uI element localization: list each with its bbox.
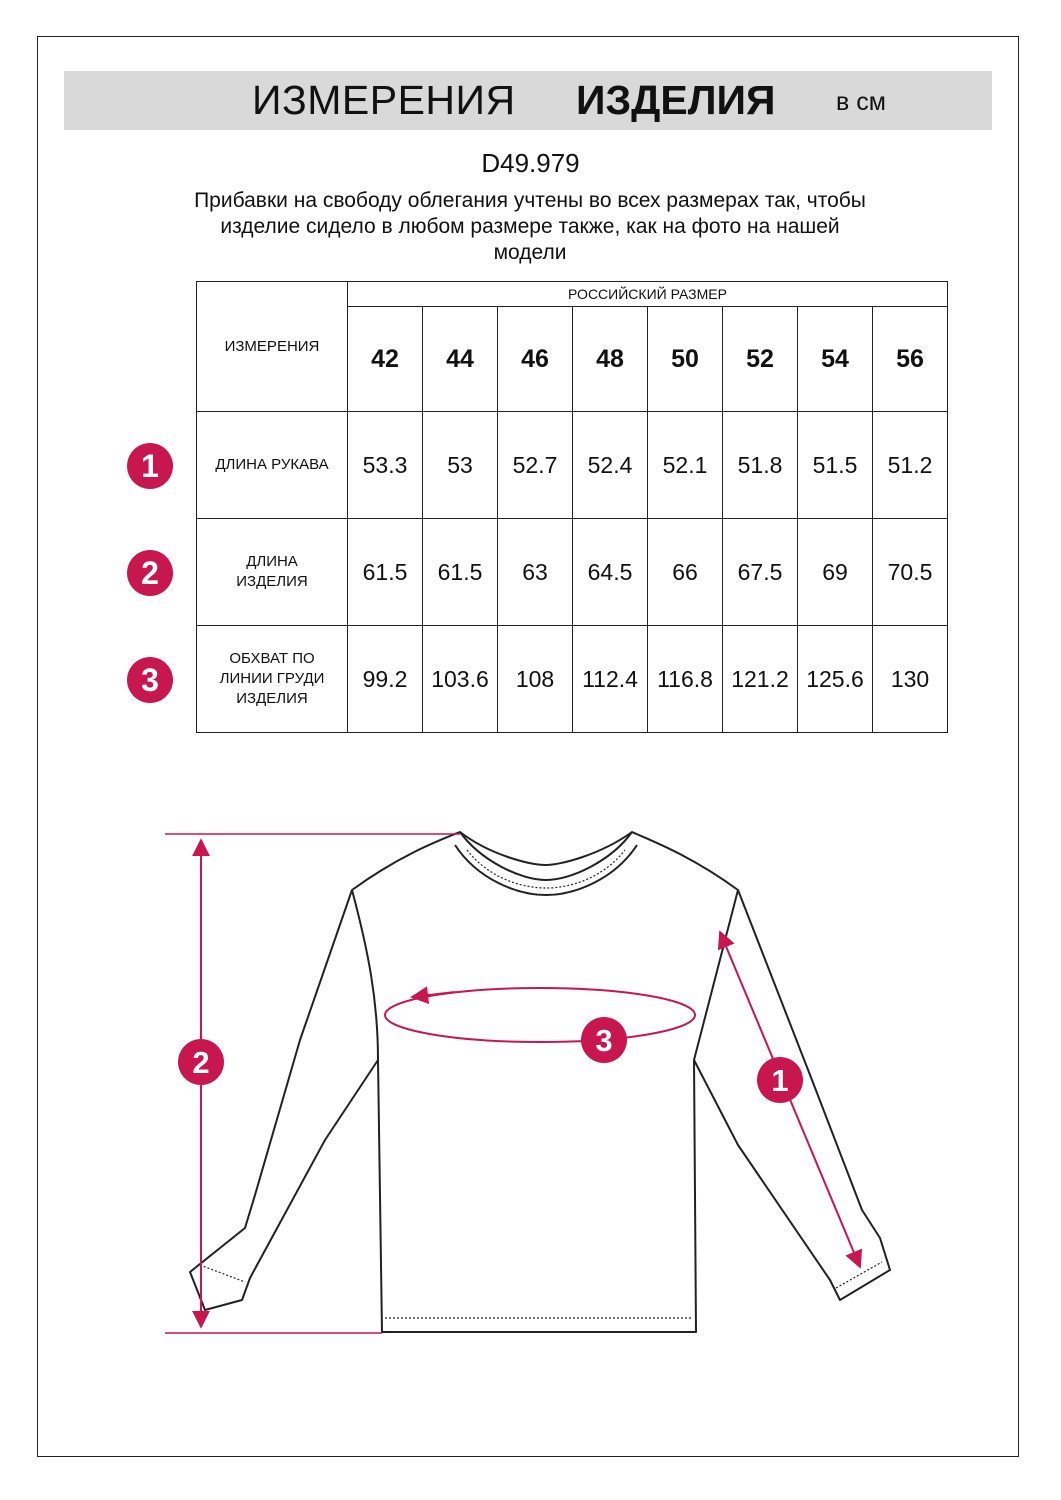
svg-text:3: 3 (595, 1023, 613, 1058)
note-line: Прибавки на свободу облегания учтены во всех размерах так, чтобы (194, 189, 866, 212)
diagram-marker-2 (178, 1039, 224, 1085)
table-cell: 53 (423, 412, 498, 519)
row-number-badge: 1 (127, 443, 173, 489)
size-header: 54 (798, 307, 873, 412)
table-cell: 51.8 (723, 412, 798, 519)
table-cell: 130 (873, 626, 948, 733)
table-cell: 52.7 (498, 412, 573, 519)
table-cell: 103.6 (423, 626, 498, 733)
diagram-marker-1 (757, 1057, 803, 1103)
corner-label: ИЗМЕРЕНИЯ (197, 282, 348, 412)
table-cell: 99.2 (348, 626, 423, 733)
table-cell: 66 (648, 519, 723, 626)
row-label: ДЛИНА РУКАВА (197, 412, 348, 519)
units-label: в см (836, 88, 886, 116)
svg-text:1: 1 (771, 1063, 789, 1098)
table-cell: 121.2 (723, 626, 798, 733)
table-cell: 69 (798, 519, 873, 626)
size-header: 44 (423, 307, 498, 412)
chest-dimension (385, 988, 695, 1042)
article-code: D49.979 (481, 148, 580, 178)
length-dimension (165, 834, 460, 1333)
table-cell: 51.2 (873, 412, 948, 519)
table-cell: 61.5 (423, 519, 498, 626)
table-cell: 70.5 (873, 519, 948, 626)
note-line: модели (493, 241, 567, 264)
size-header: 46 (498, 307, 573, 412)
row-number-badge: 3 (127, 657, 173, 703)
table-cell: 112.4 (573, 626, 648, 733)
table-cell: 52.4 (573, 412, 648, 519)
row-number-badge: 2 (127, 550, 173, 596)
table-cell: 51.5 (798, 412, 873, 519)
row-label: ДЛИНА ИЗДЕЛИЯ (197, 519, 348, 626)
table-cell: 64.5 (573, 519, 648, 626)
table-cell: 52.1 (648, 412, 723, 519)
row-label: ОБХВАТ ПО ЛИНИИ ГРУДИ ИЗДЕЛИЯ (197, 626, 348, 733)
diagram-marker-3 (581, 1017, 627, 1063)
table-cell: 61.5 (348, 519, 423, 626)
size-header: 56 (873, 307, 948, 412)
table-cell: 53.3 (348, 412, 423, 519)
size-header: 50 (648, 307, 723, 412)
title-regular: ИЗМЕРЕНИЯ (252, 77, 516, 123)
size-group-label: РОССИЙСКИЙ РАЗМЕР (348, 282, 948, 307)
table-cell: 125.6 (798, 626, 873, 733)
title-bold: ИЗДЕЛИЯ (576, 77, 776, 123)
size-header: 42 (348, 307, 423, 412)
note-line: изделие сидело в любом размере также, как на фото на нашей (220, 215, 840, 238)
table-cell: 116.8 (648, 626, 723, 733)
size-header: 48 (573, 307, 648, 412)
table-cell: 67.5 (723, 519, 798, 626)
svg-text:2: 2 (192, 1045, 210, 1080)
table-cell: 108 (498, 626, 573, 733)
table-cell: 63 (498, 519, 573, 626)
size-header: 52 (723, 307, 798, 412)
